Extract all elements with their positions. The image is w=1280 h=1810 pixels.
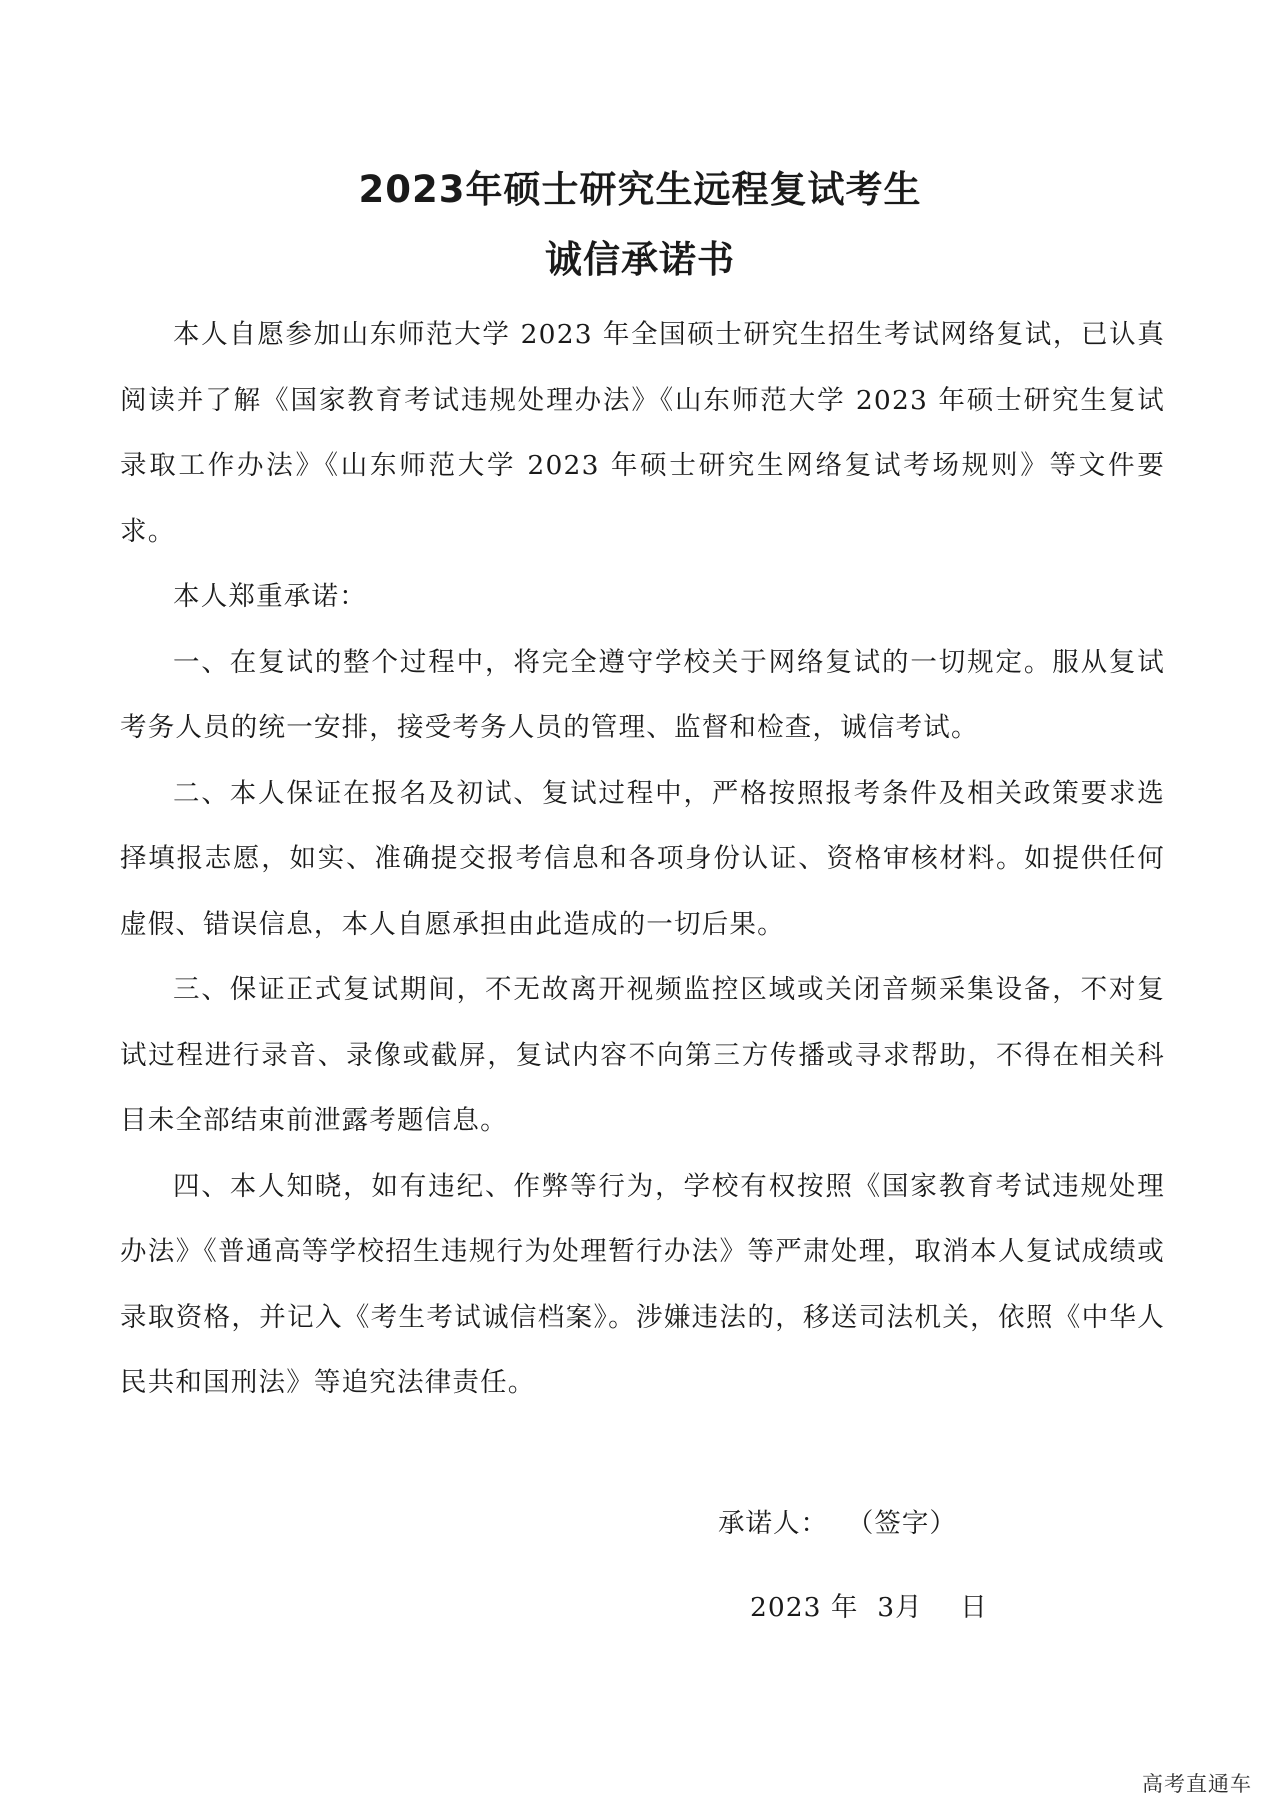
paragraph-item-1: 一、在复试的整个过程中，将完全遵守学校关于网络复试的一切规定。服从复试考务人员的统一安排，接受考务人员的管理、监督和检查，诚信考试。 (120, 646, 1165, 743)
document-title-line1: 2023年硕士研究生远程复试考生 (358, 168, 922, 211)
paragraph-pledge-heading: 本人郑重承诺： (173, 581, 367, 612)
paragraph-item-4: 四、本人知晓，如有违纪、作弊等行为，学校有权按照《国家教育考试违规处理办法》《普通高等学校招生违规行为处理暂行办法》等严肃处理，取消本人复试成绩或录取资格，并记入《考生考试诚信档案》。涉嫌违法的，移送司法机关，依照《中华人民共和国刑法》等追究法律责任。 (120, 1170, 1165, 1398)
document-title-line2: 诚信承诺书 (545, 238, 735, 281)
document-body (120, 302, 1165, 1416)
paragraph-intro: 本人自愿参加山东师范大学 2023 年全国硕士研究生招生考试网络复试，已认真阅读并了解《国家教育考试违规处理办法》《山东师范大学 2023 年硕士研究生复试录取工作办法》《山东师范大学 2023 年硕士研究生网络复试考场规则》等文件要求。 (120, 319, 1165, 547)
paragraph-item-2: 二、本人保证在报名及初试、复试过程中，严格按照报考条件及相关政策要求选择填报志愿，如实、准确提交报考信息和各项身份认证、资格审核材料。如提供任何虚假、错误信息，本人自愿承担由此造成的一切后果。 (120, 777, 1165, 940)
date-line: 2023 年 3月 日 (750, 1592, 988, 1623)
signature-line: 承诺人： （签字） (718, 1508, 957, 1539)
watermark-text: 高考直通车 (1142, 1772, 1252, 1796)
paragraph-item-3: 三、保证正式复试期间，不无故离开视频监控区域或关闭音频采集设备，不对复试过程进行录音、录像或截屏，复试内容不向第三方传播或寻求帮助，不得在相关科目未全部结束前泄露考题信息。 (120, 974, 1165, 1136)
